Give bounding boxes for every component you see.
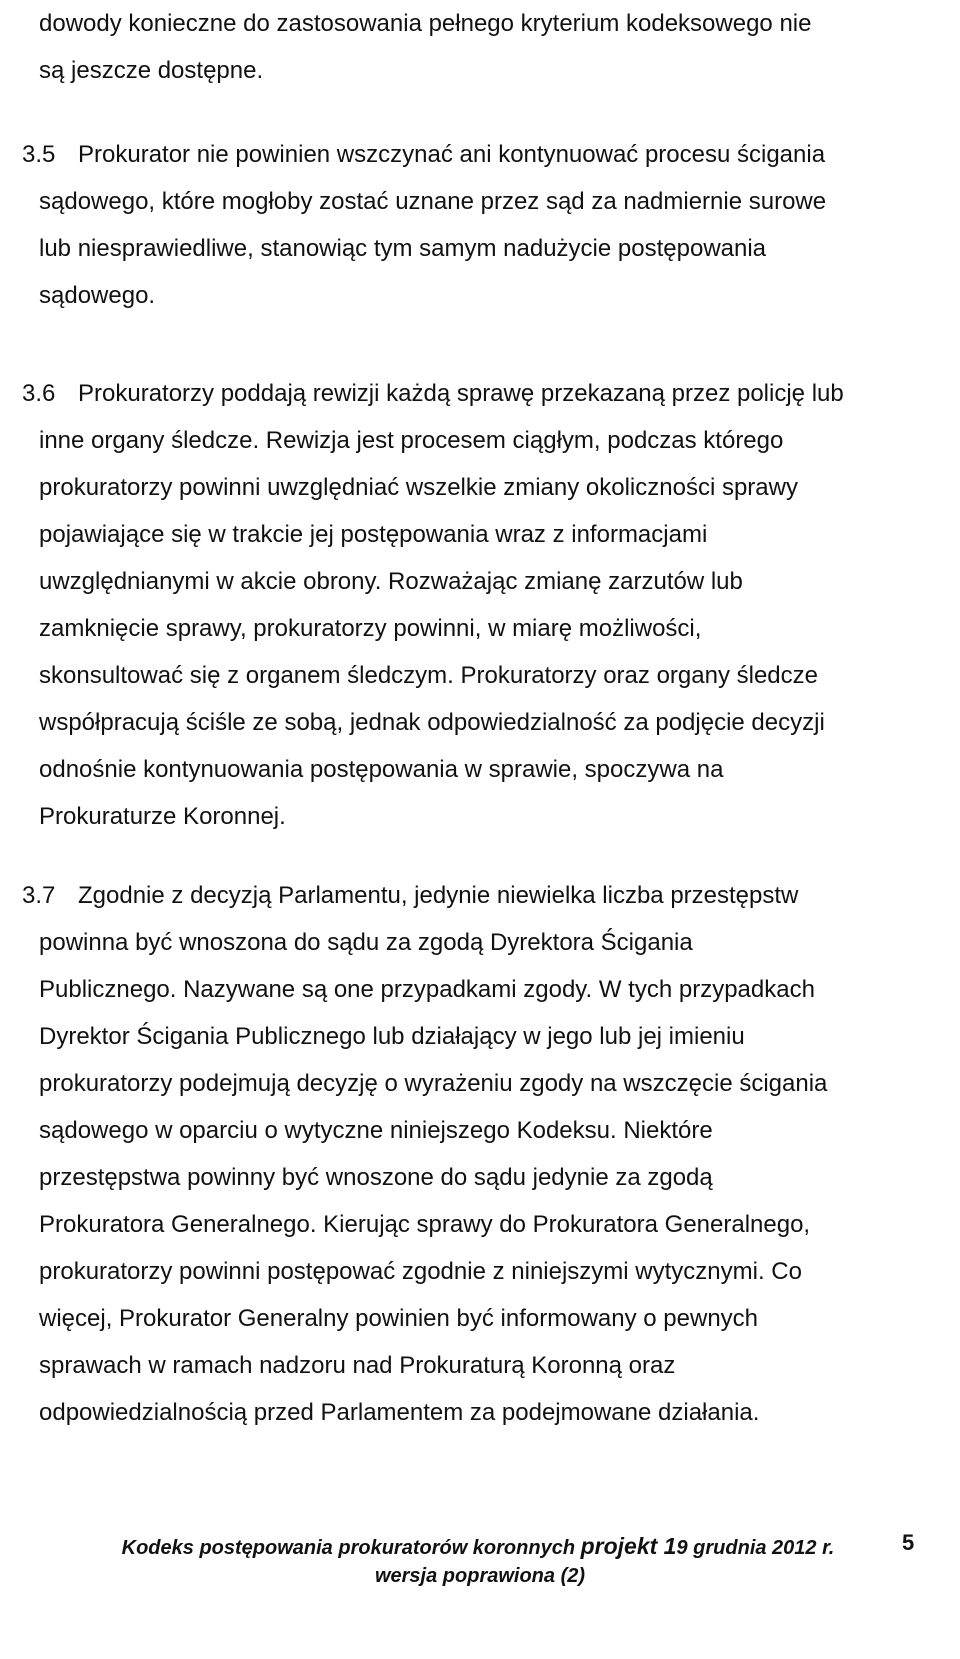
text-line: inne organy śledcze. Rewizja jest procesem ciągłym, podczas którego — [39, 427, 784, 454]
text-line: dowody konieczne do zastosowania pełnego kryterium kodeksowego nie — [39, 10, 812, 37]
text-line: Publicznego. Nazywane są one przypadkami zgody. W tych przypadkach — [39, 976, 815, 1003]
paragraph-number: 3.5 — [22, 141, 56, 168]
text-line — [22, 872, 914, 919]
footer-title — [0, 1532, 958, 1562]
paragraph-3-7 — [22, 872, 914, 1436]
text-line: prokuratorzy podejmują decyzję o wyrażeniu zgody na wszczęcie ścigania — [39, 1070, 828, 1097]
footer-title-part: projekt 1 — [580, 1533, 677, 1559]
footer-version: wersja poprawiona (2) — [374, 1565, 586, 1587]
text-line: prokuratorzy powinni postępować zgodnie z niniejszymi wytycznymi. Co — [39, 1258, 802, 1285]
text-line: skonsultować się z organem śledczym. Prokuratorzy oraz organy śledcze — [39, 662, 818, 689]
text-line: lub niesprawiedliwe, stanowiąc tym samym nadużycie postępowania — [39, 235, 767, 262]
text-line: przestępstwa powinny być wnoszone do sądu jedynie za zgodą — [39, 1164, 713, 1191]
text-line: zamknięcie sprawy, prokuratorzy powinni, w miarę możliwości, — [39, 615, 702, 642]
text-line: więcej, Prokurator Generalny powinien być informowany o pewnych — [39, 1305, 759, 1332]
text-line: sprawach w ramach nadzoru nad Prokuraturą Koronną oraz — [39, 1352, 676, 1379]
text-line: sądowego, które mogłoby zostać uznane przez sąd za nadmiernie surowe — [39, 188, 827, 215]
text-line-content: Prokuratorzy poddają rewizji każdą sprawę przekazaną przez policję lub — [78, 380, 844, 407]
text-line: odpowiedzialnością przed Parlamentem za podejmowane działania. — [39, 1399, 760, 1426]
paragraph-3-6 — [22, 370, 914, 840]
text-line: Prokuratora Generalnego. Kierując sprawy do Prokuratora Generalnego, — [39, 1211, 811, 1238]
paragraph-number: 3.6 — [22, 380, 56, 407]
text-line: Dyrektor Ścigania Publicznego lub działający w jego lub jej imieniu — [39, 1023, 745, 1050]
footer-title-part: Kodeks postępowania prokuratorów koronnych — [121, 1537, 581, 1559]
text-line — [22, 131, 914, 178]
text-line: odnośnie kontynuowania postępowania w sprawie, spoczywa na — [39, 756, 724, 783]
text-line-content: Prokurator nie powinien wszczynać ani kontynuować procesu ścigania — [78, 141, 826, 168]
paragraph-number: 3.7 — [22, 882, 56, 909]
text-line — [22, 370, 914, 417]
paragraph-continuation — [39, 0, 914, 94]
text-line: Prokuraturze Koronnej. — [39, 803, 286, 830]
text-line: pojawiające się w trakcie jej postępowania wraz z informacjami — [39, 521, 708, 548]
text-line: współpracują ściśle ze sobą, jednak odpowiedzialność za podjęcie decyzji — [39, 709, 825, 736]
page-number: 5 — [902, 1530, 915, 1555]
text-line: są jeszcze dostępne. — [39, 57, 264, 84]
footer-title-part: 9 grudnia 2012 r. — [676, 1537, 835, 1559]
text-line: prokuratorzy powinni uwzględniać wszelkie zmiany okoliczności sprawy — [39, 474, 798, 501]
text-line: powinna być wnoszona do sądu za zgodą Dyrektora Ścigania — [39, 929, 693, 956]
paragraph-3-5 — [22, 131, 914, 319]
text-line: sądowego. — [39, 282, 156, 309]
text-line-content: Zgodnie z decyzją Parlamentu, jedynie niewielka liczba przestępstw — [78, 882, 799, 909]
text-line: uwzględnianymi w akcie obrony. Rozważając zmianę zarzutów lub — [39, 568, 743, 595]
text-line: sądowego w oparciu o wytyczne niniejszego Kodeksu. Niektóre — [39, 1117, 713, 1144]
